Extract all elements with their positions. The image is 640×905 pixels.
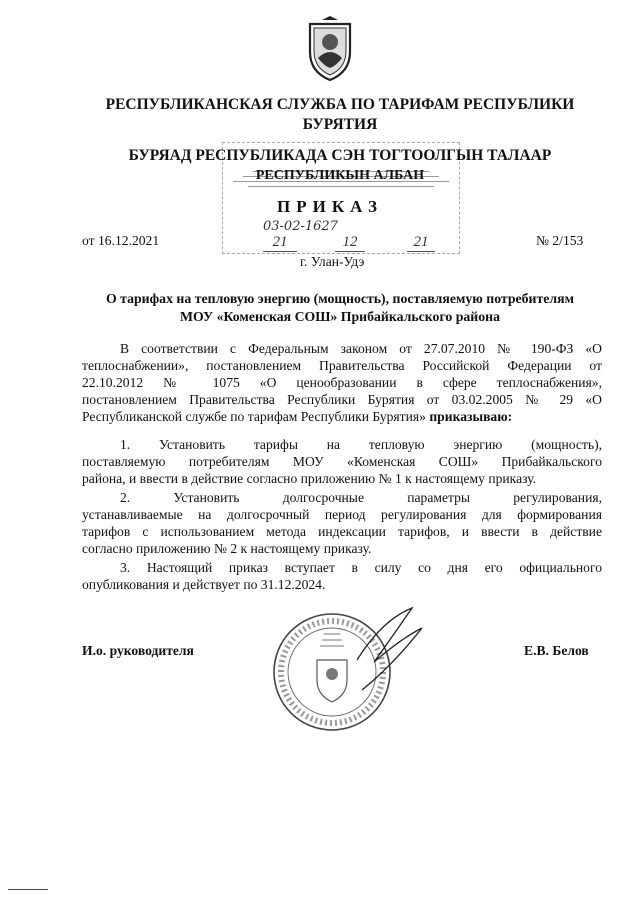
agency-name-ru-line1: РЕСПУБЛИКАНСКАЯ СЛУЖБА ПО ТАРИФАМ РЕСПУБЛИКИ	[105, 96, 575, 113]
preamble	[82, 340, 602, 425]
order-title-line1: О тарифах на тепловую энергию (мощность), поставляемую потребителям	[105, 291, 575, 306]
footer-divider	[8, 889, 48, 890]
agency-name-bur-line2: РЕСПУБЛИКЫН АЛБАН	[255, 168, 425, 183]
agency-name-ru-line2: БУРЯТИЯ	[302, 116, 378, 133]
order-number: № 2/153	[536, 233, 584, 248]
item-line: 1. Установить тарифы на тепловую энергию (мощность),	[120, 437, 602, 452]
item-line: тарифов с использованием метода индексации тарифов, и ввести в действие	[82, 524, 602, 539]
coat-of-arms-emblem	[300, 16, 360, 82]
preamble-line: постановлением Правительства Республики Бурятия от 03.02.2005 № 29 «О	[82, 392, 602, 407]
item-line: опубликования и действует по 31.12.2024.	[82, 577, 326, 592]
stamp-year: 21	[407, 234, 435, 252]
signer-role: И.о. руководителя	[82, 643, 194, 658]
preamble-line: теплоснабжении», постановлением Правительства Российской Федерации от	[82, 358, 602, 373]
agency-name-bur	[60, 146, 620, 186]
stamp-day: 21	[263, 234, 297, 252]
item-line: согласно приложению № 2 к настоящему приказу.	[82, 541, 372, 556]
preamble-last-text: Республиканской службе по тарифам Республики Бурятия»	[82, 409, 426, 424]
order-item-2	[82, 489, 602, 557]
preamble-line-last	[82, 408, 602, 425]
item-line: 3. Настоящий приказ вступает в силу со дня его официального	[120, 560, 602, 575]
stamp-month: 12	[335, 234, 365, 252]
item-line: поставляемую потребителям МОУ «Коменская СОШ» Прибайкальского	[82, 454, 602, 469]
agency-name-bur-line1: БУРЯАД РЕСПУБЛИКАДА СЭН ТОГТООЛГЫН ТАЛААР	[128, 147, 552, 164]
item-line: устанавливаемые на долгосрочный период регулирования для формирования	[82, 507, 602, 522]
order-title	[80, 290, 600, 326]
item-line: 2. Установить долгосрочные параметры регулирования,	[120, 490, 602, 505]
order-verb: приказываю:	[425, 409, 513, 424]
order-item-1	[82, 436, 602, 487]
order-city: г. Улан-Удэ	[300, 254, 365, 269]
signer-name: Е.В. Белов	[524, 643, 589, 658]
stamp-reg-number: 03-02-1627	[263, 219, 338, 234]
preamble-line: В соответствии с Федеральным законом от 27.07.2010 № 190-ФЗ «О	[120, 341, 602, 356]
item-line: района, и ввести в действие согласно приложению № 1 к настоящему приказу.	[82, 471, 537, 486]
order-word: ПРИКАЗ	[277, 197, 383, 216]
order-title-line2: МОУ «Коменская СОШ» Прибайкальского района	[180, 309, 500, 324]
official-seal	[262, 600, 432, 735]
preamble-line: 22.10.2012 № 1075 «О ценообразовании в сфере теплоснабжения»,	[82, 375, 602, 390]
order-item-3	[82, 559, 602, 593]
agency-name-ru	[60, 95, 620, 135]
order-date: от 16.12.2021	[82, 233, 160, 248]
